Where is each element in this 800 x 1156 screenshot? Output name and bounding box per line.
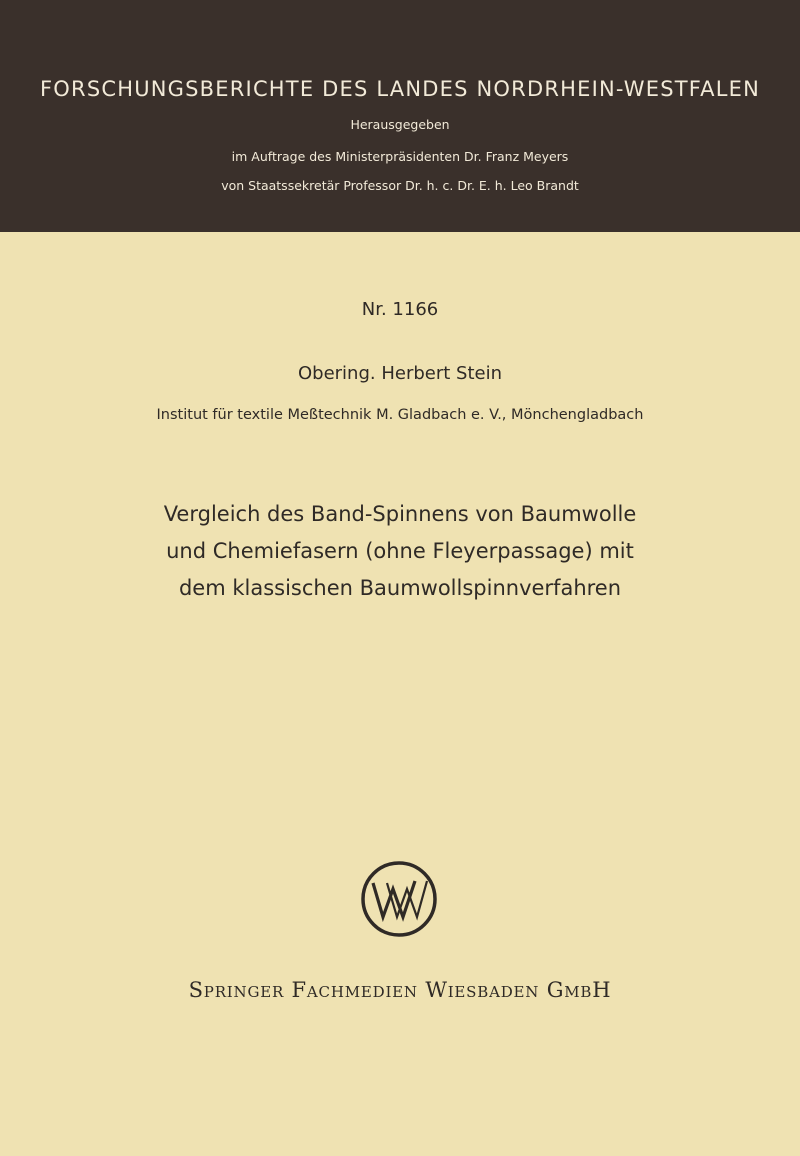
- series-title: FORSCHUNGSBERICHTE DES LANDES NORDRHEIN-WESTFALEN: [40, 77, 760, 101]
- editor-line-secretary: von Staatssekretär Professor Dr. h. c. Dr. E. h. Leo Brandt: [221, 178, 579, 193]
- author-institute: Institut für textile Meßtechnik M. Gladbach e. V., Mönchengladbach: [156, 407, 644, 423]
- editor-line-commission: im Auftrage des Ministerpräsidenten Dr. Franz Meyers: [231, 149, 569, 164]
- title-line-2: und Chemiefasern (ohne Fleyerpassage) mit: [166, 539, 634, 563]
- author-name: Obering. Herbert Stein: [297, 363, 502, 384]
- publisher-logo-icon: [359, 859, 439, 939]
- report-title: [100, 496, 700, 607]
- editor-line-published: Herausgegeben: [350, 117, 450, 132]
- title-line-3: dem klassischen Baumwollspinnverfahren: [178, 576, 622, 600]
- title-line-1: Vergleich des Band-Spinnens von Baumwolle: [163, 502, 637, 526]
- header-band: [0, 0, 800, 232]
- report-number: Nr. 1166: [361, 299, 439, 320]
- publisher-name: Springer Fachmedien Wiesbaden GmbH: [188, 978, 612, 1002]
